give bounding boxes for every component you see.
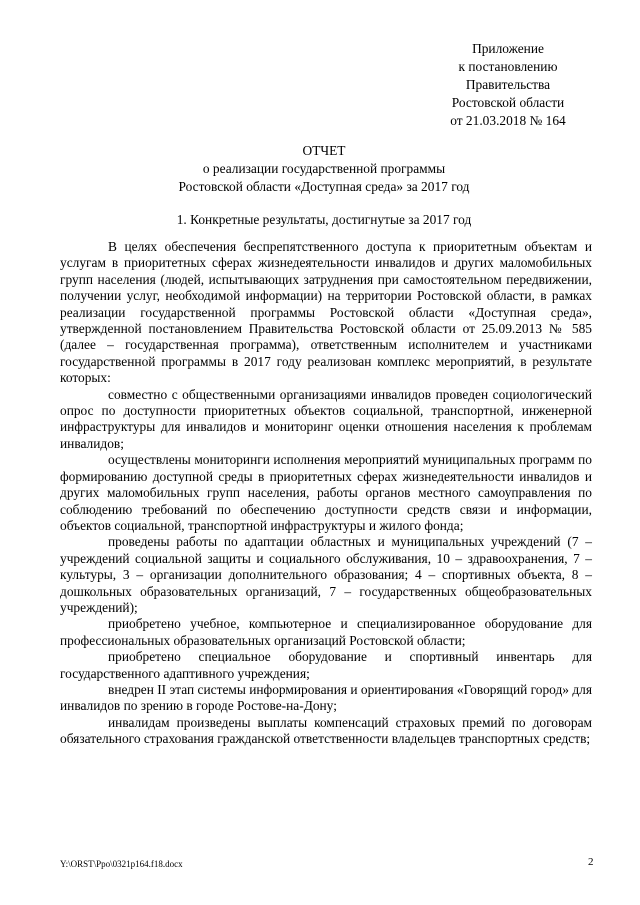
appendix-line: Правительства — [465, 77, 551, 92]
report-subtitle-line: Ростовской области «Доступная среда» за 2017 год — [178, 179, 470, 194]
body-paragraph: В целях обеспечения беспрепятственного доступа к приоритетным объектам и услугам в приоритетных сферах жизнедеятельности инвалидов и других маломобильных групп населения (людей, испытывающих затруднения при самостоятельном передвижении, получении услуг, необходимой информации) на территории Ростовской области, в рамках реализации государственной программы Ростовской области «Доступная среда», утвержденной постановлением Правительства Ростовской области от 25.09.2013 № 585 (далее – государственная программа), ответственным исполнителем и участниками государственной программы в 2017 году реализован комплекс мероприятий, в результате которых: — [60, 239, 592, 386]
page-number: 2 — [588, 856, 594, 868]
body-paragraph: совместно с общественными организациями инвалидов проведен социологический опрос по доступности приоритетных объектов социальной, транспортной, инженерной инфраструктуры для инвалидов и мониторинг оценки отношения населения к проблемам инвалидов; — [60, 386, 592, 451]
appendix-line: Ростовской области — [451, 95, 565, 110]
report-subtitle-line: о реализации государственной программы — [202, 161, 446, 176]
appendix-line: Приложение — [472, 41, 544, 56]
appendix-block — [400, 40, 616, 130]
body-paragraph: внедрен II этап системы информирования и ориентирования «Говорящий город» для инвалидов по зрению в городе Ростове-на-Дону; — [60, 681, 592, 714]
report-heading: ОТЧЕТ — [302, 143, 346, 158]
body-paragraph: инвалидам произведены выплаты компенсаций страховых премий по договорам обязательного страхования гражданской ответственности владельцев транспортных средств; — [60, 714, 592, 747]
body-paragraph: осуществлены мониторинги исполнения мероприятий муниципальных программ по формированию доступной среды в приоритетных сферах жизнедеятельности инвалидов и других маломобильных групп населения, работы органов местного самоуправления по соблюдению требований по обеспечению доступности средств связи и информации, объектов социальной, транспортной инфраструктуры и жилого фонда; — [60, 452, 592, 533]
report-body — [60, 239, 592, 748]
appendix-line: к постановлению — [458, 59, 558, 74]
body-paragraph: проведены работы по адаптации областных и муниципальных учреждений (7 – учреждений социальной защиты и социального обслуживания, 10 – здравоохранения, 7 – культуры, 3 – организации дополнительного образования; 4 – спортивных объекта, 8 – дошкольных образовательных организаций, 7 – государственных общеобразовательных учреждений); — [60, 534, 592, 615]
report-title-block — [60, 142, 588, 196]
body-paragraph: приобретено специальное оборудование и спортивный инвентарь для государственного адаптивного учреждения; — [60, 649, 592, 681]
appendix-line: от 21.03.2018 № 164 — [450, 113, 566, 128]
body-paragraph: приобретено учебное, компьютерное и специализированное оборудование для профессиональных образовательных организаций Ростовской области; — [60, 616, 592, 648]
footer-file-path: Y:\ORST\Ppo\0321p164.f18.docx — [60, 859, 183, 869]
section-title: 1. Конкретные результаты, достигнутые за 2017 год — [176, 212, 472, 227]
